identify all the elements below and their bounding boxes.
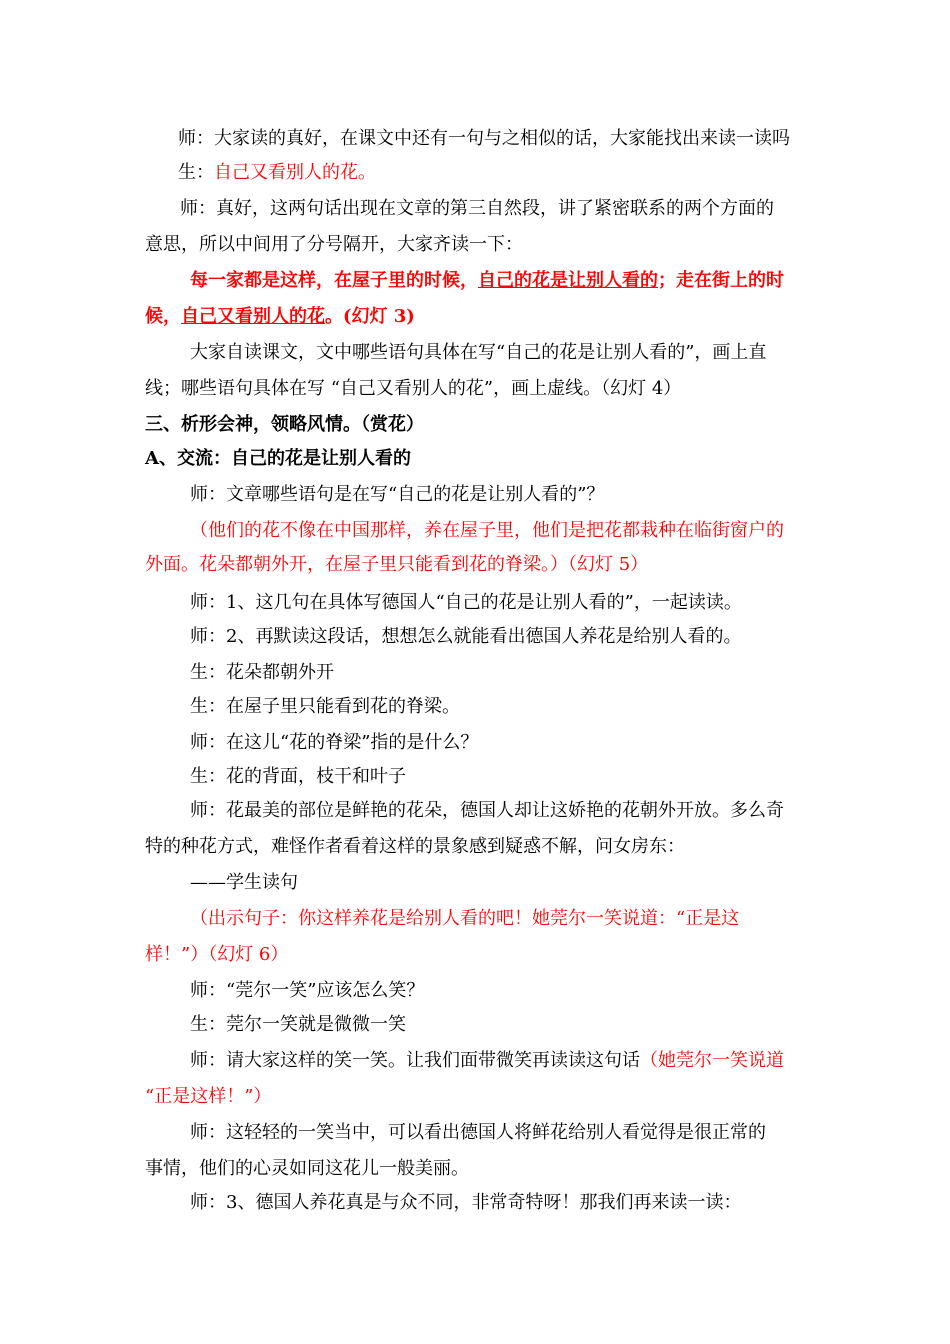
paragraph-line-22: 师：3、德国人养花真是与众不同，非常奇特呀！那我们再来读一读：: [190, 1192, 742, 1213]
paragraph-line-8: 师：1、这几句在具体写德国人“自己的花是让别人看的”，一起读读。: [190, 592, 742, 613]
paragraph-line-19: 师：请大家这样的笑一笑。让我们面带微笑再读读这句话（她莞尔一笑说道: [190, 1050, 784, 1071]
paragraph-line-17: 师：“莞尔一笑”应该怎么笑？: [190, 980, 425, 1001]
paragraph-line-2: 生：自己又看别人的花。: [178, 162, 376, 183]
paragraph-line-4: 意思，所以中间用了分号隔开，大家齐读一下：: [145, 234, 523, 255]
red-quote-line-3: （出示句子：你这样养花是给别人看的吧！她莞尔一笑说道：“正是这: [190, 908, 740, 929]
red-quote-line-4: 样！”）（幻灯 6）: [145, 944, 289, 965]
paragraph-line-12: 师：在这儿“花的脊梁”指的是什么？: [190, 732, 479, 753]
paragraph-line-5: 大家自读课文，文中哪些语句具体在写“自己的花是让别人看的”，画上直: [190, 342, 767, 363]
quote-line-1: 每一家都是这样，在屋子里的时候，自己的花是让别人看的；走在街上的时: [190, 270, 784, 291]
quote-line-2: 候，自己又看别人的花。(幻灯 3): [145, 306, 415, 327]
paragraph-line-7: 师：文章哪些语句是在写“自己的花是让别人看的”？: [190, 484, 605, 505]
paragraph-line-16: ——学生读句: [190, 872, 298, 893]
paragraph-line-13: 生：花的背面，枝干和叶子: [190, 766, 406, 787]
paragraph-line-20: 师：这轻轻的一笑当中，可以看出德国人将鲜花给别人看觉得是很正常的: [190, 1122, 766, 1143]
subsection-heading: A、交流：自己的花是让别人看的: [145, 448, 411, 469]
paragraph-line-11: 生：在屋子里只能看到花的脊梁。: [190, 696, 460, 717]
paragraph-line-21: 事情，他们的心灵如同这花儿一般美丽。: [145, 1158, 469, 1179]
red-quote-line-2: 外面。花朵都朝外开，在屋子里只能看到花的脊梁。）（幻灯 5）: [145, 554, 649, 575]
paragraph-line-9: 师：2、再默读这段话，想想怎么就能看出德国人养花是给别人看的。: [190, 626, 742, 647]
red-quote-line-5: “正是这样！”）: [145, 1086, 272, 1107]
red-quote-line-1: （他们的花不像在中国那样，养在屋子里，他们是把花都栽种在临街窗户的: [190, 520, 784, 541]
paragraph-line-10: 生：花朵都朝外开: [190, 662, 334, 683]
paragraph-line-1: 师：大家读的真好，在课文中还有一句与之相似的话，大家能找出来读一读吗: [178, 128, 790, 149]
paragraph-line-15: 特的种花方式，难怪作者看着这样的景象感到疑惑不解，问女房东：: [145, 836, 685, 857]
section-heading: 三、析形会神，领略风情。（赏花）: [145, 414, 424, 435]
paragraph-line-3: 师：真好，这两句话出现在文章的第三自然段，讲了紧密联系的两个方面的: [180, 198, 774, 219]
paragraph-line-14: 师：花最美的部位是鲜艳的花朵，德国人却让这娇艳的花朝外开放。多么奇: [190, 800, 784, 821]
paragraph-line-6: 线；哪些语句具体在写 “自己又看别人的花”，画上虚线。（幻灯 4）: [145, 378, 682, 399]
paragraph-line-18: 生：莞尔一笑就是微微一笑: [190, 1014, 406, 1035]
